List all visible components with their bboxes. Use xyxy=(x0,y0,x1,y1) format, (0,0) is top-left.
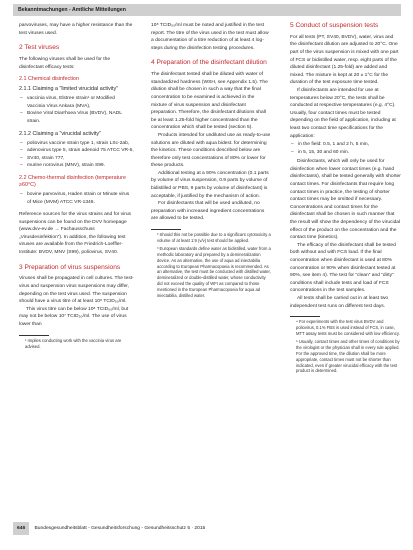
paragraph: The following viruses shall be used for the disinfectant efficacy tests: xyxy=(19,56,111,70)
footnote: ⁵ Usually, contact times and other times of conditions by the virologist or the physician shall in every rule applied. For the approved time, the dilution shall be more appropriate, contact times must not be shorter than indicated, even if greater virucidal efficacy with the test product is determined. xyxy=(296,338,400,374)
virus-list xyxy=(19,140,134,170)
footnote-rule xyxy=(151,229,181,230)
section-heading: 4 Preparation of the disinfectant dilution xyxy=(151,59,267,67)
subsection-heading: 2.2 Chemo-thermal disinfection (temperature ≥60°C) xyxy=(19,174,126,188)
list-item: – adenovirus type 5, strain adenoid 75 ATCC VR-5, xyxy=(19,147,134,155)
footnote-rule xyxy=(290,316,320,317)
paragraph: Reference sources for the virus strains and for virus suspensions can be found on the DVV homepage (www.dvv-ev.de → Fachausschuss „Virusdesinfektion“). In addition, the following test viruses are available from the Friedrich-Loeffler-Institute: BVDV, MNV (S99), poliovirus, SV40. xyxy=(19,212,131,256)
list-item: – in 5, 15, 30 and 60 min. xyxy=(290,149,401,157)
virus-list xyxy=(19,95,134,125)
page-number: 646 xyxy=(13,522,29,535)
column-3 xyxy=(290,22,401,374)
section-heading: 5 Conduct of suspension tests xyxy=(290,22,379,29)
paragraph: If disinfectants are intended for use at temperatures below 20°C, the tests shall be conducted at respective temperatures (e.g. 4°C). Usually, four contact times must be tested depending on the field of application, including at least two contact time specifications for the application: xyxy=(290,87,396,139)
paragraph: Additional testing at a 90% concentration (0.1 parts by volume of virus suspension, 0.9 parts by volume of bidistilled or PBS, 9 parts by volume of disinfectant) is acceptable, if justified by the mechanism of action. xyxy=(151,170,269,199)
list-item: – poliovirus vaccine strain type 1, strain LSc-2ab, xyxy=(19,140,134,148)
footnote-rule xyxy=(19,335,49,336)
footnote: ² Should this not be possible due to a significant cytotoxicity a volume of at least 1:9 (v/v) test should be applied. xyxy=(157,232,271,243)
section-heading: 2 Test viruses xyxy=(19,44,60,52)
list-item: – Bovine Viral Diarrhoea Virus (BVDV), NADL strain. xyxy=(19,110,134,125)
list-item: – in the field: 0.5, 1 and 2 h, 5 min, xyxy=(290,141,401,149)
subsection-heading: 2.1.2 Claiming a "virucidal activity" xyxy=(19,130,102,137)
subsection-heading: 2.1 Chemical disinfection xyxy=(19,76,79,83)
footnote: ⁴ For experiments with the test virus BVDV and poliovirus, 0.1% FBS is used instead of FCS, in case, MTT assay tests must be considered with low efficiency. xyxy=(296,319,400,336)
list-item: – murine norovirus (MNV), strain S99. xyxy=(19,162,134,170)
paragraph: All tests shall be carried out in at least two independent test runs on different test days. xyxy=(290,295,389,309)
paragraph: Disinfectants, which will only be used for disinfection when lower contact times (e.g. hand disinfectants), shall be tested generally with shorter contact times. For disinfectants that require long contact times in practice, the testing of shorter contact times may be omitted if necessary. Concentrations and contact times for the disinfectant shall be chosen in such manner that the result will show the dependency of the virucidal effect of the product on the concentration and the contact time (kinetics). xyxy=(290,159,401,241)
list-item: – vaccinia virus, Elstree strain¹ or Modified Vaccinia Virus Ankara (MVA), xyxy=(19,95,134,110)
column-2 xyxy=(151,22,271,299)
virus-list xyxy=(19,191,134,206)
paragraph: parvoviruses, may have a higher resistance than the test viruses used. xyxy=(19,23,133,36)
paragraph: Viruses shall be propagated in cell cultures. The test-virus and suspension virus suspensions may differ, depending on the test virus used. The suspension should have a virus titre of at least 10⁸ TCID₅₀/ml. xyxy=(19,276,134,305)
list-item: – bovine parvovirus, Haden strain or Minute virus of Mice (MVM) ATCC VR-1346. xyxy=(19,191,134,206)
list-item: – SV40, strain 777, xyxy=(19,155,134,163)
section-heading: 3 Preparation of virus suspensions xyxy=(19,263,121,271)
paragraph: For disinfectants that will be used undiluted, no preparation with increased ingredient concentrations are allowed to be tested. xyxy=(151,201,265,222)
paragraph: This virus titre can be below 10⁸ TCID₅₀/ml, but may not be below 10⁷ TCID₅₀/ml. The use of virus lower than xyxy=(19,306,129,328)
column-1 xyxy=(19,22,134,349)
running-footer xyxy=(13,522,401,535)
journal-citation: Bundesgesundheitsblatt - Gesundheitsforschung - Gesundheitsschutz 5 · 2015 xyxy=(34,526,206,531)
footnote: ³ European standards define water as bidistilled, water from a methodic laboratory and prepared by a demineralization device. As an alternative, the use of aqua ad iniectabilia according to European Pharmacopoeia is recommended. As an alternative, the test must be conducted with distilled water, demineralized or double-distilled water, whose conductivity did not exceed the quality of WFI as compared to those mentioned in the European Pharmacopoeia for aqua ad iniectabilia, distilled water. xyxy=(157,245,271,299)
paragraph: 10⁸ TCID₅₀/ml must be noted and justified in the test report. The titre of the virus used in the test must allow a documentation of a titre reduction of at least 4 log-steps during the disinfection testing procedures. xyxy=(151,23,269,51)
footnote: ¹ Implies conducting work with the vaccinia virus are advised. xyxy=(25,337,122,349)
contact-time-list xyxy=(290,141,401,156)
subsection-heading: 2.1.1 Claiming a "limited virucidal activity" xyxy=(19,86,119,93)
running-header: Bekanntmachungen - Amtliche Mitteilungen xyxy=(13,4,401,16)
paragraph: For all tests (PT, SV40, BVDV), water, virus and the disinfectant dilution are adjusted to 20°C. One part of the virus suspension is mixed with one part of FCS or bidistilled water, resp. eight parts of the diluted disinfectant (1.25-fold) are added and mixed. The mixture is kept at 20 ± 1°C for the duration of the test exposure time tested. xyxy=(290,34,399,86)
paragraph: The disinfectant tested shall be diluted with water of standardized hardness (WSH, see Appendix 1.5). The dilution shall be chosen in such a way that the final concentration to be examined is achieved in the mixture of virus suspension and disinfectant preparation. Therefore, the disinfectant dilutions shall be at least 1.25-fold higher concentrated than the concentration which shall be tested (section 5). xyxy=(151,72,268,131)
paragraph: Products intended for undiluted use as ready-to-use solutions are diluted with aqua bidest. for determining the kinetics. These conditions described below are therefore only test concentrations of 80% or lower for these products. xyxy=(151,132,271,169)
paragraph: The efficacy of the disinfectant shall be tested both without and with FCS load. If the final concentration when disinfectant is used at 80% concentration or 90% when disinfectant tested at 90%, see item 4). The test for “clean” and “dirty” conditions shall include tests and load of FCS concentrations in the test samples. xyxy=(290,242,396,294)
